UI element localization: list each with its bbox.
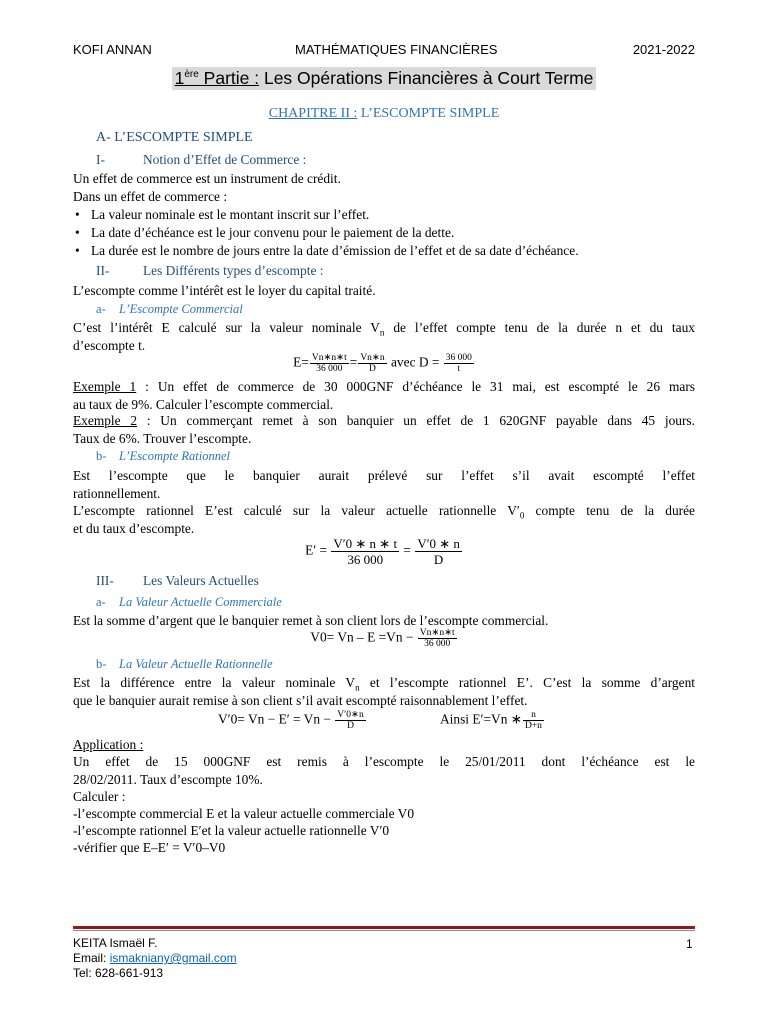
application-heading: Application : (73, 737, 144, 752)
fraction-denominator: 36 000 (424, 639, 451, 649)
page-header (73, 42, 695, 60)
subsection-b-num: b- (96, 449, 107, 463)
email-label: Email: (73, 951, 110, 965)
example-2 (73, 413, 695, 429)
paragraph: L’escompte comme l’intérêt est le loyer du capital traité. (73, 283, 376, 298)
formula-text: Ainsi E′=Vn ∗ (440, 711, 522, 727)
fraction-numerator: Vn∗n (360, 353, 385, 363)
part-num: 1 (174, 68, 185, 88)
section-3-num: III- (96, 573, 114, 588)
section-a-heading: A- L’ESCOMPTE SIMPLE (96, 130, 253, 145)
subsection-a-title: L’Escompte Commercial (119, 302, 243, 316)
paragraph: rationnellement. (73, 486, 161, 501)
formula-text: E= (293, 354, 309, 370)
p6-sub: 0 (519, 510, 525, 521)
example-text: : Un commerçant remet à son banquier un effet de 1 620GNF payable dans 45 jours. (137, 413, 695, 428)
paragraph: Est l’escompte que le banquier aurait prélevé sur l’effet s’il avait escompté l’effet (73, 468, 695, 483)
p8-part: Est la différence entre la valeur nominale V (73, 675, 356, 690)
part-rest: Les Opérations Financières à Court Terme (259, 68, 594, 88)
p4-part: C’est l’intérêt E calculé sur la valeur nominale V (73, 320, 380, 335)
paragraph: et du taux d’escompte. (73, 521, 195, 536)
example-text: : Un effet de commerce de 30 000GNF d’échéance le 31 mai, est escompté le 26 mars (136, 379, 696, 394)
example-label: Exemple 2 (73, 413, 138, 428)
bullet-icon: • (75, 225, 80, 240)
formula-valeur-actuelle-rationnelle (218, 710, 367, 731)
section-1-title: Notion d’Effet de Commerce : (143, 152, 307, 167)
subsection-c-num: a- (96, 595, 106, 609)
chapter-prefix: CHAPITRE II : (268, 106, 358, 121)
fraction-denominator: D (347, 721, 354, 731)
subsection-c-title: La Valeur Actuelle Commerciale (119, 595, 282, 609)
part-sup: ère (184, 69, 199, 81)
paragraph (73, 675, 695, 693)
paragraph (73, 503, 695, 521)
part-word: Partie : (198, 68, 260, 88)
p4-sub: n (379, 327, 385, 338)
fraction-denominator: D (433, 552, 444, 567)
section-3-title: Les Valeurs Actuelles (143, 573, 259, 588)
application-text: 28/02/2011. Taux d’escompte 10%. (73, 772, 263, 787)
formula-escompte-commercial (0, 353, 768, 374)
fraction-numerator: Vn∗n∗t (419, 628, 455, 638)
paragraph: Dans un effet de commerce : (73, 189, 228, 204)
p8-part: et l’escompte rationnel E’. C’est la somme d’argent (359, 675, 695, 690)
email-link[interactable]: ismakniany@gmail.com (109, 951, 237, 965)
formula-text: E′ = (305, 542, 331, 558)
list-item: La durée est le nombre de jours entre la date d’émission de l’effet et de sa date d’échéance. (91, 243, 579, 258)
fraction-denominator: D (369, 364, 376, 374)
paragraph: Est la somme d’argent que le banquier remet à son client lors de l’escompte commercial. (73, 613, 549, 628)
fraction-numerator: Vn∗n∗t (311, 353, 347, 363)
p8-sub: n (355, 682, 360, 693)
footer-rule (73, 926, 695, 929)
subsection-a-num: a- (96, 302, 106, 316)
paragraph: d’escompte t. (73, 338, 146, 353)
formula-escompte-rationnel (0, 536, 768, 567)
subsection-d-num: b- (96, 657, 107, 671)
footer-rule-thin (73, 930, 695, 931)
section-2-num: II- (96, 263, 110, 278)
p4-part: de l’effet compte tenu de la durée n et du taux (384, 320, 695, 335)
formula-ainsi (440, 710, 545, 731)
footer-email (73, 951, 237, 965)
example-1-cont: au taux de 9%. Calculer l’escompte commercial. (73, 397, 334, 412)
chapter-title (0, 106, 768, 122)
fraction-denominator: 36 000 (316, 364, 343, 374)
formula-text: V0= Vn – E =Vn − (310, 629, 417, 645)
fraction-denominator: D+n (524, 721, 542, 731)
bullet-icon: • (75, 207, 80, 222)
header-right: 2021-2022 (632, 42, 695, 57)
header-left: KOFI ANNAN (73, 42, 152, 57)
formula-text: avec D = (387, 354, 443, 370)
list-item: La date d’échéance est le jour convenu pour le paiement de la dette. (91, 225, 455, 240)
formula-valeur-actuelle-commerciale (0, 628, 768, 649)
application-text: Calculer : (73, 789, 126, 804)
formula-text: V′0= Vn − E′ = Vn − (218, 711, 335, 727)
fraction-numerator: V′0∗n (337, 710, 364, 720)
example-1 (73, 379, 695, 395)
part-title (0, 68, 768, 89)
paragraph: que le banquier aurait remise à son client s’il avait escompté raisonnablement l’effet. (73, 693, 528, 708)
fraction-numerator: n (523, 710, 544, 721)
chapter-name: L’ESCOMPTE SIMPLE (357, 106, 500, 121)
application-item: -l’escompte rationnel E′et la valeur actuelle rationnelle V′0 (73, 823, 390, 838)
subsection-b-title: L’Escompte Rationnel (119, 449, 230, 463)
list-item: La valeur nominale est le montant inscrit sur l’effet. (91, 207, 370, 222)
header-center: MATHÉMATIQUES FINANCIÈRES (295, 42, 498, 57)
formula-text: = (400, 542, 415, 558)
application-item: -l’escompte commercial E et la valeur actuelle commerciale V0 (73, 806, 415, 821)
example-label: Exemple 1 (73, 379, 137, 394)
paragraph: Un effet de commerce est un instrument de crédit. (73, 171, 341, 186)
bullet-icon: • (75, 243, 80, 258)
subsection-d-title: La Valeur Actuelle Rationnelle (119, 657, 273, 671)
application-text: Un effet de 15 000GNF est remis à l’escompte le 25/01/2011 dont l’échéance est le (73, 754, 695, 769)
page-number: 1 (686, 937, 693, 951)
p6-part: L’escompte rationnel E’est calculé sur la valeur actuelle rationnelle V′ (73, 503, 520, 518)
fraction-denominator: t (457, 364, 461, 374)
section-1-num: I- (96, 152, 105, 167)
application-item: -vérifier que E–E′ = V′0–V0 (73, 840, 226, 855)
footer-phone: Tel: 628-661-913 (73, 966, 164, 980)
example-2-cont: Taux de 6%. Trouver l’escompte. (73, 431, 252, 446)
p6-part: compte tenu de la durée (524, 503, 695, 518)
fraction-numerator: V′0 ∗ n ∗ t (333, 536, 398, 551)
section-2-title: Les Différents types d’escompte : (143, 263, 324, 278)
paragraph (73, 320, 695, 338)
fraction-numerator: 36 000 (445, 353, 472, 363)
formula-text: = (349, 354, 358, 370)
footer-author: KEITA Ismaël F. (73, 936, 158, 950)
fraction-denominator: 36 000 (347, 552, 384, 567)
fraction-numerator: V′0 ∗ n (417, 536, 460, 551)
